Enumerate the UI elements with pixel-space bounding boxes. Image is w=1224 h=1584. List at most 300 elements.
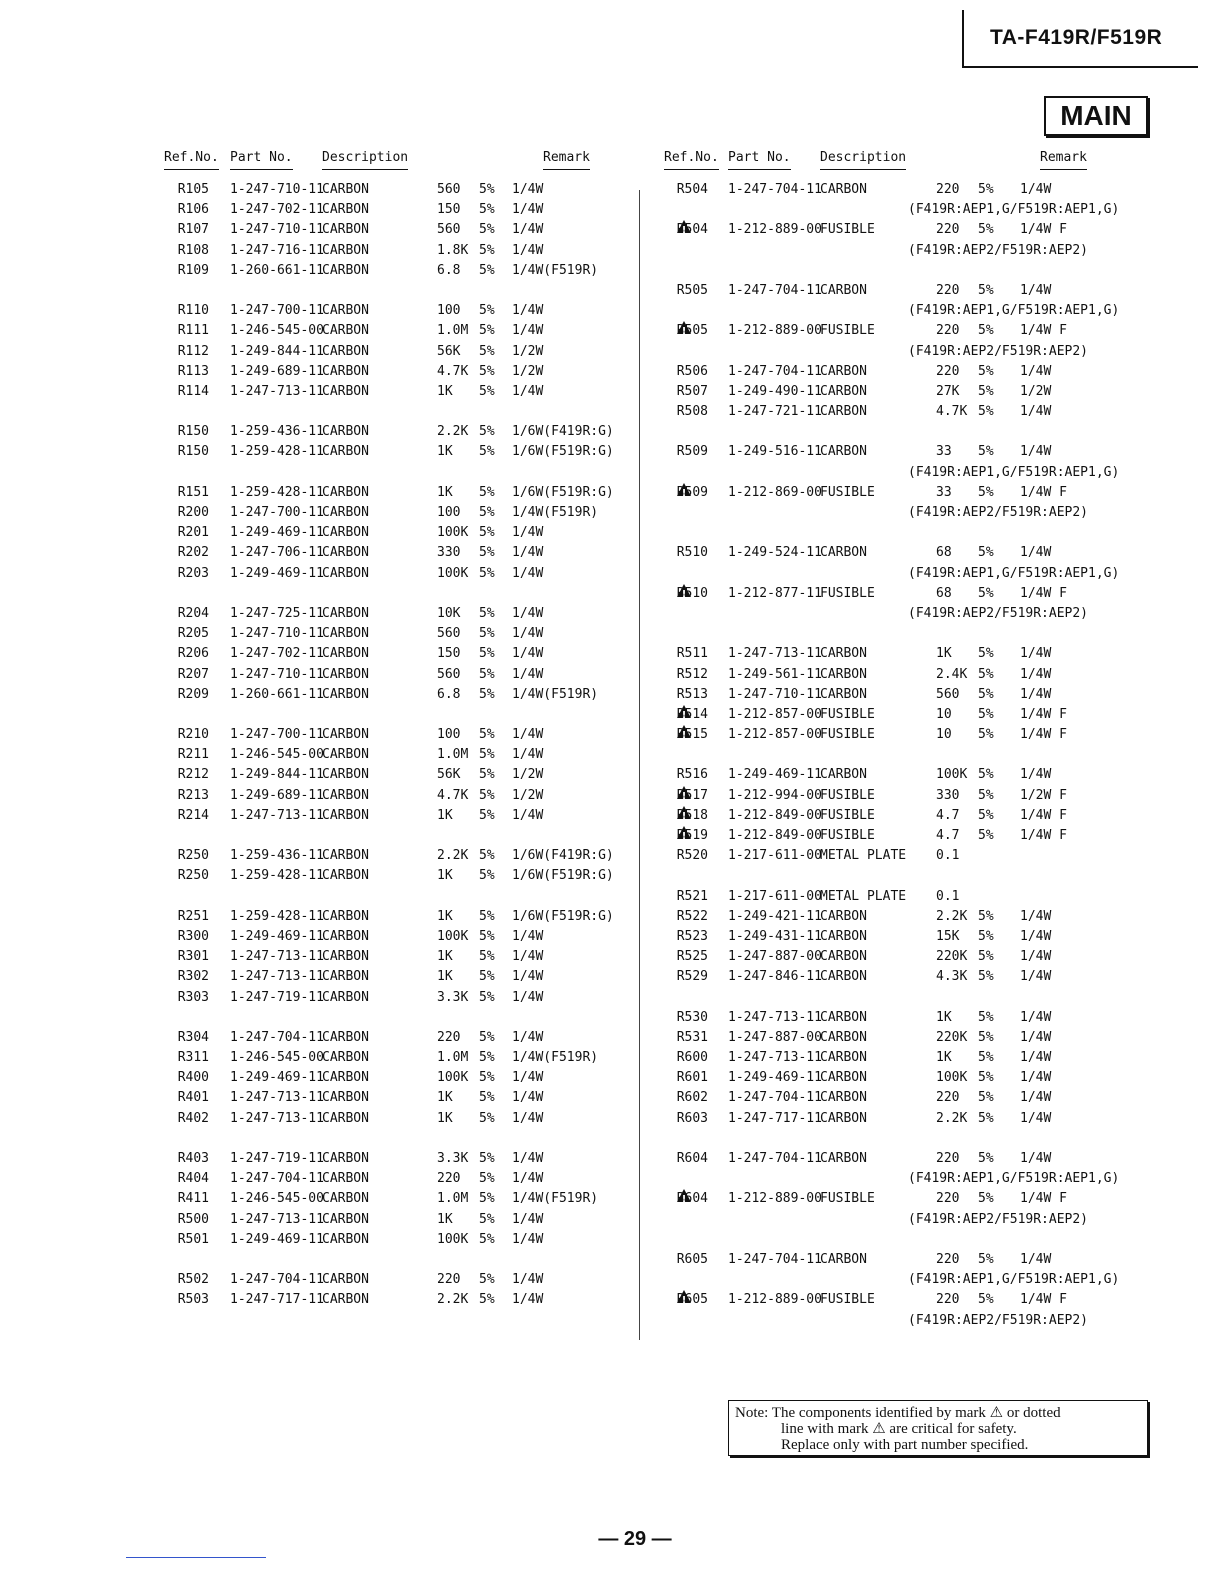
ref-no-text: R109 bbox=[177, 262, 209, 278]
ref-no bbox=[178, 725, 209, 745]
ref-no-text: R525 bbox=[676, 949, 708, 965]
ref-no-text: R504 bbox=[676, 182, 708, 197]
description: CARBON bbox=[322, 303, 369, 319]
ref-no bbox=[178, 1088, 209, 1108]
description: CARBON bbox=[820, 1110, 867, 1126]
ref-no bbox=[178, 947, 209, 967]
row-gap bbox=[658, 523, 1108, 543]
tolerance: 5% bbox=[479, 525, 495, 541]
tolerance: 5% bbox=[978, 1009, 994, 1025]
part-no: 1-247-704-11 bbox=[230, 1029, 324, 1045]
tolerance: 5% bbox=[479, 444, 495, 460]
remark: 1/4W bbox=[512, 1292, 544, 1308]
value: 10K bbox=[437, 605, 461, 621]
description: CARBON bbox=[820, 363, 867, 379]
tolerance: 5% bbox=[479, 686, 495, 702]
ref-no-text: R501 bbox=[177, 1231, 209, 1247]
ref-no bbox=[677, 382, 708, 402]
ref-no bbox=[677, 442, 708, 462]
remark-variant: (F419R:AEP1,G/F519R:AEP1,G) bbox=[908, 303, 1120, 319]
table-row bbox=[658, 1169, 1120, 1189]
ref-no bbox=[178, 988, 209, 1008]
table-row bbox=[658, 1109, 1108, 1129]
remark: 1/4W bbox=[512, 949, 544, 965]
value: 4.7K bbox=[437, 363, 469, 379]
remark: 1/4W bbox=[512, 182, 544, 197]
value: 1.8K bbox=[437, 242, 469, 258]
ref-no-text: R523 bbox=[676, 928, 708, 944]
part-no: 1-247-713-11 bbox=[728, 1050, 822, 1066]
description: CARBON bbox=[820, 1070, 867, 1086]
ref-no-text: R531 bbox=[676, 1029, 708, 1045]
description: CARBON bbox=[322, 1231, 369, 1247]
remark-variant: (F419R:AEP1,G/F519R:AEP1,G) bbox=[908, 464, 1120, 480]
ref-no bbox=[178, 543, 209, 563]
value: 220 bbox=[936, 1090, 960, 1106]
tolerance: 5% bbox=[978, 646, 994, 662]
remark: 1/4W bbox=[1020, 969, 1052, 985]
description: CARBON bbox=[322, 242, 369, 258]
tolerance: 5% bbox=[978, 282, 994, 298]
ref-no-text: R510 bbox=[676, 545, 708, 561]
tolerance: 5% bbox=[479, 1191, 495, 1207]
safety-warning-icon bbox=[677, 321, 691, 334]
table-row bbox=[160, 907, 620, 927]
ref-no-text: R507 bbox=[676, 383, 708, 399]
table-row bbox=[658, 604, 1108, 624]
description: CARBON bbox=[322, 1090, 369, 1106]
remark: 1/4W bbox=[512, 727, 544, 743]
ref-no bbox=[178, 967, 209, 987]
value: 2.2K bbox=[936, 1110, 968, 1126]
table-row bbox=[160, 523, 620, 543]
part-no: 1-260-661-11 bbox=[230, 686, 324, 702]
description: CARBON bbox=[820, 1009, 867, 1025]
value: 560 bbox=[437, 626, 461, 642]
part-no: 1-247-706-11 bbox=[230, 545, 324, 561]
value: 4.7 bbox=[936, 828, 960, 843]
description: CARBON bbox=[820, 545, 867, 561]
remark: 1/4W(F519R) bbox=[512, 262, 599, 278]
remark: 1/4W bbox=[512, 565, 544, 581]
header-remark: Remark bbox=[1040, 150, 1087, 170]
tolerance: 5% bbox=[978, 363, 994, 379]
part-no: 1-212-869-00 bbox=[728, 484, 822, 500]
description: CARBON bbox=[322, 182, 369, 197]
ref-no-text: R529 bbox=[676, 969, 708, 985]
part-no: 1-212-889-00 bbox=[728, 323, 822, 339]
table-row bbox=[160, 927, 620, 947]
ref-no bbox=[677, 483, 708, 503]
ref-no-text: R602 bbox=[676, 1090, 708, 1106]
ref-no bbox=[178, 685, 209, 705]
header-part-no: Part No. bbox=[728, 150, 791, 170]
value: 0.1 bbox=[936, 848, 960, 864]
table-row bbox=[160, 362, 620, 382]
table-row bbox=[160, 342, 620, 362]
remark: 1/4W(F519R) bbox=[512, 1050, 599, 1066]
header-part-no: Part No. bbox=[230, 150, 293, 170]
part-no: 1-247-717-11 bbox=[230, 1292, 324, 1308]
ref-no bbox=[178, 1189, 209, 1209]
ref-no-text: R401 bbox=[177, 1090, 209, 1106]
ref-no bbox=[178, 1068, 209, 1088]
description: CARBON bbox=[322, 686, 369, 702]
ref-no bbox=[178, 180, 209, 200]
tolerance: 5% bbox=[479, 505, 495, 520]
ref-no-text: R601 bbox=[676, 1070, 708, 1086]
description: CARBON bbox=[820, 928, 867, 944]
description: CARBON bbox=[322, 1110, 369, 1126]
remark: 1/2W bbox=[512, 787, 544, 803]
ref-no bbox=[677, 786, 708, 806]
table-row bbox=[160, 241, 620, 261]
row-gap bbox=[160, 463, 620, 483]
part-no: 1-247-704-11 bbox=[230, 1272, 324, 1288]
safety-warning-icon bbox=[677, 725, 691, 738]
note-line-3: Replace only with part number specified. bbox=[781, 1437, 1029, 1453]
ref-no-text: R206 bbox=[177, 646, 209, 662]
tolerance: 5% bbox=[978, 928, 994, 944]
ref-no bbox=[677, 967, 708, 987]
ref-no-text: R511 bbox=[676, 646, 708, 662]
part-no: 1-249-524-11 bbox=[728, 545, 822, 561]
value: 220 bbox=[437, 1171, 461, 1187]
value: 150 bbox=[437, 646, 461, 662]
tolerance: 5% bbox=[978, 828, 994, 843]
tolerance: 5% bbox=[479, 868, 495, 884]
remark-variant: (F419R:AEP1,G/F519R:AEP1,G) bbox=[908, 202, 1120, 218]
description: CARBON bbox=[322, 1272, 369, 1288]
value: 33 bbox=[936, 484, 952, 500]
table-row bbox=[160, 665, 620, 685]
value: 10 bbox=[936, 727, 952, 743]
description: CARBON bbox=[322, 747, 369, 763]
tolerance: 5% bbox=[479, 1171, 495, 1187]
part-no: 1-247-719-11 bbox=[230, 1151, 324, 1166]
ref-no bbox=[178, 1048, 209, 1068]
table-row bbox=[160, 967, 620, 987]
remark: 1/4W bbox=[1020, 444, 1052, 460]
part-no: 1-247-716-11 bbox=[230, 242, 324, 258]
tolerance: 5% bbox=[479, 1292, 495, 1308]
remark-variant: (F419R:AEP1,G/F519R:AEP1,G) bbox=[908, 1272, 1120, 1288]
tolerance: 5% bbox=[479, 928, 495, 944]
description: CARBON bbox=[322, 323, 369, 339]
value: 100 bbox=[437, 505, 461, 520]
ref-no-text: R604 bbox=[676, 1191, 708, 1207]
ref-no bbox=[178, 220, 209, 240]
row-gap bbox=[160, 281, 620, 301]
value: 0.1 bbox=[936, 888, 960, 904]
tolerance: 5% bbox=[978, 1292, 994, 1308]
description: CARBON bbox=[820, 1090, 867, 1106]
part-no: 1-259-428-11 bbox=[230, 484, 324, 500]
ref-no bbox=[178, 442, 209, 462]
table-row bbox=[160, 1169, 620, 1189]
part-no: 1-249-469-11 bbox=[230, 565, 324, 581]
remark-variant: (F419R:AEP2/F519R:AEP2) bbox=[908, 605, 1089, 621]
table-row bbox=[658, 1189, 1108, 1209]
parts-table-left bbox=[160, 148, 620, 1311]
table-row bbox=[160, 1028, 620, 1048]
ref-no bbox=[178, 604, 209, 624]
ref-no-text: R301 bbox=[177, 949, 209, 965]
description: FUSIBLE bbox=[820, 484, 875, 500]
ref-no-text: R250 bbox=[177, 848, 209, 864]
remark: 1/4W bbox=[512, 807, 544, 823]
header-description: Description bbox=[820, 150, 906, 170]
ref-no-text: R522 bbox=[676, 908, 708, 924]
value: 220 bbox=[936, 323, 960, 339]
description: CARBON bbox=[322, 1191, 369, 1207]
table-row bbox=[160, 301, 620, 321]
ref-no bbox=[178, 422, 209, 442]
value: 1K bbox=[437, 969, 453, 985]
ref-no bbox=[677, 1189, 708, 1209]
table-row bbox=[658, 564, 1120, 584]
ref-no bbox=[677, 846, 708, 866]
value: 1K bbox=[936, 1050, 952, 1066]
part-no: 1-259-428-11 bbox=[230, 444, 324, 460]
ref-no-text: R150 bbox=[177, 424, 209, 440]
value: 2.4K bbox=[936, 666, 968, 682]
remark: 1/4W F bbox=[1020, 484, 1067, 500]
remark-variant: (F419R:AEP1,G/F519R:AEP1,G) bbox=[908, 1171, 1120, 1187]
tolerance: 5% bbox=[479, 848, 495, 864]
footer-link-rule bbox=[126, 1557, 266, 1558]
table-body-right bbox=[658, 180, 1120, 1331]
tolerance: 5% bbox=[978, 1191, 994, 1207]
description: CARBON bbox=[820, 1251, 867, 1267]
part-no: 1-212-849-00 bbox=[728, 807, 822, 823]
value: 1K bbox=[437, 908, 453, 924]
table-row bbox=[160, 1290, 620, 1310]
part-no: 1-247-713-11 bbox=[230, 1090, 324, 1106]
tolerance: 5% bbox=[978, 585, 994, 601]
table-row bbox=[160, 422, 620, 442]
ref-no-text: R502 bbox=[177, 1272, 209, 1288]
ref-no-text: R519 bbox=[676, 828, 708, 843]
tolerance: 5% bbox=[978, 969, 994, 985]
ref-no-text: R500 bbox=[177, 1211, 209, 1227]
ref-no-text: R505 bbox=[676, 282, 708, 298]
table-row bbox=[160, 1189, 620, 1209]
ref-no bbox=[178, 1270, 209, 1290]
remark: 1/4W bbox=[1020, 1151, 1052, 1166]
value: 100K bbox=[437, 1231, 469, 1247]
tolerance: 5% bbox=[479, 787, 495, 803]
part-no: 1-247-717-11 bbox=[728, 1110, 822, 1126]
ref-no-text: R112 bbox=[177, 343, 209, 359]
tolerance: 5% bbox=[479, 949, 495, 965]
tolerance: 5% bbox=[978, 1090, 994, 1106]
part-no: 1-212-889-00 bbox=[728, 1292, 822, 1308]
ref-no-text: R107 bbox=[177, 222, 209, 238]
ref-no bbox=[677, 281, 708, 301]
description: CARBON bbox=[322, 969, 369, 985]
part-no: 1-247-713-11 bbox=[728, 1009, 822, 1025]
value: 4.7K bbox=[437, 787, 469, 803]
remark: 1/4W bbox=[512, 747, 544, 763]
ref-no-text: R304 bbox=[177, 1029, 209, 1045]
tolerance: 5% bbox=[978, 404, 994, 420]
table-row bbox=[160, 220, 620, 240]
remark: 1/4W bbox=[512, 1110, 544, 1126]
tolerance: 5% bbox=[978, 908, 994, 924]
part-no: 1-247-704-11 bbox=[728, 1151, 822, 1166]
ref-no-text: R514 bbox=[676, 706, 708, 722]
remark: 1/4W bbox=[512, 1029, 544, 1045]
description: CARBON bbox=[322, 424, 369, 440]
value: 100K bbox=[437, 565, 469, 581]
ref-no bbox=[178, 765, 209, 785]
part-no: 1-259-428-11 bbox=[230, 908, 324, 924]
table-header-right bbox=[658, 148, 1108, 180]
table-row bbox=[160, 1230, 620, 1250]
remark: 1/4W bbox=[1020, 928, 1052, 944]
value: 27K bbox=[936, 383, 960, 399]
row-gap bbox=[658, 1230, 1108, 1250]
ref-no-text: R504 bbox=[676, 222, 708, 238]
remark: 1/4W bbox=[512, 1090, 544, 1106]
ref-no-text: R300 bbox=[177, 928, 209, 944]
remark: 1/4W bbox=[1020, 666, 1052, 682]
tolerance: 5% bbox=[978, 1029, 994, 1045]
description: CARBON bbox=[820, 1029, 867, 1045]
part-no: 1-249-431-11 bbox=[728, 928, 822, 944]
table-body-left bbox=[160, 180, 620, 1311]
ref-no bbox=[677, 927, 708, 947]
ref-no-text: R211 bbox=[177, 747, 209, 763]
value: 2.2K bbox=[437, 1292, 469, 1308]
ref-no-text: R114 bbox=[177, 383, 209, 399]
value: 68 bbox=[936, 545, 952, 561]
ref-no bbox=[677, 543, 708, 563]
part-no: 1-247-702-11 bbox=[230, 202, 324, 218]
table-row bbox=[160, 442, 620, 462]
description: CARBON bbox=[820, 383, 867, 399]
ref-no bbox=[677, 180, 708, 200]
remark: 1/4W bbox=[512, 1070, 544, 1086]
value: 100K bbox=[936, 1070, 968, 1086]
table-row bbox=[658, 947, 1108, 967]
table-row bbox=[658, 362, 1108, 382]
tolerance: 5% bbox=[479, 545, 495, 561]
value: 15K bbox=[936, 928, 960, 944]
part-no: 1-247-721-11 bbox=[728, 404, 822, 420]
ref-no-text: R506 bbox=[676, 363, 708, 379]
safety-warning-icon bbox=[677, 826, 691, 839]
header-description: Description bbox=[322, 150, 408, 170]
part-no: 1-247-710-11 bbox=[230, 222, 324, 238]
ref-no-text: R530 bbox=[676, 1009, 708, 1025]
tolerance: 5% bbox=[978, 1050, 994, 1066]
description: CARBON bbox=[322, 787, 369, 803]
table-row bbox=[160, 200, 620, 220]
ref-no bbox=[677, 402, 708, 422]
model-rule-horizontal bbox=[962, 66, 1198, 68]
description: CARBON bbox=[322, 222, 369, 238]
ref-no bbox=[178, 261, 209, 281]
tolerance: 5% bbox=[978, 323, 994, 339]
tolerance: 5% bbox=[479, 222, 495, 238]
tolerance: 5% bbox=[479, 363, 495, 379]
value: 2.2K bbox=[437, 424, 469, 440]
value: 1K bbox=[936, 646, 952, 662]
remark-variant: (F419R:AEP2/F519R:AEP2) bbox=[908, 505, 1089, 520]
table-row bbox=[160, 786, 620, 806]
remark: 1/4W(F519R) bbox=[512, 505, 599, 520]
ref-no-text: R605 bbox=[676, 1251, 708, 1267]
ref-no-text: R201 bbox=[177, 525, 209, 541]
value: 150 bbox=[437, 202, 461, 218]
row-gap bbox=[658, 624, 1108, 644]
ref-no bbox=[677, 1028, 708, 1048]
tolerance: 5% bbox=[978, 444, 994, 460]
ref-no bbox=[178, 321, 209, 341]
table-row bbox=[658, 1088, 1108, 1108]
part-no: 1-247-704-11 bbox=[230, 1171, 324, 1187]
part-no: 1-212-889-00 bbox=[728, 1191, 822, 1207]
value: 560 bbox=[437, 666, 461, 682]
value: 1K bbox=[437, 444, 453, 460]
description: CARBON bbox=[322, 1151, 369, 1166]
description: CARBON bbox=[322, 928, 369, 944]
table-row bbox=[658, 442, 1108, 462]
part-no: 1-249-490-11 bbox=[728, 383, 822, 399]
ref-no bbox=[677, 1008, 708, 1028]
value: 220 bbox=[936, 282, 960, 298]
description: METAL PLATE bbox=[820, 848, 907, 864]
remark: 1/4W bbox=[512, 646, 544, 662]
ref-no bbox=[677, 826, 708, 846]
table-row bbox=[658, 180, 1108, 200]
parts-table-right bbox=[658, 148, 1120, 1331]
table-row bbox=[160, 483, 620, 503]
remark: 1/2W bbox=[1020, 383, 1052, 399]
remark: 1/4W bbox=[1020, 1009, 1052, 1025]
table-header-left bbox=[160, 148, 620, 180]
table-row bbox=[658, 705, 1108, 725]
column-divider bbox=[639, 190, 640, 1340]
safety-warning-icon bbox=[677, 705, 691, 718]
tolerance: 5% bbox=[978, 383, 994, 399]
table-row bbox=[658, 927, 1108, 947]
tolerance: 5% bbox=[978, 484, 994, 500]
remark: 1/6W(F519R:G) bbox=[512, 908, 614, 924]
value: 68 bbox=[936, 585, 952, 601]
part-no: 1-212-877-11 bbox=[728, 585, 822, 601]
part-no: 1-247-846-11 bbox=[728, 969, 822, 985]
part-no: 1-247-710-11 bbox=[230, 182, 324, 197]
remark: 1/4W bbox=[1020, 363, 1052, 379]
ref-no-text: R516 bbox=[676, 767, 708, 783]
description: FUSIBLE bbox=[820, 807, 875, 823]
remark: 1/4W bbox=[1020, 404, 1052, 420]
remark: 1/4W bbox=[1020, 646, 1052, 662]
row-gap bbox=[160, 826, 620, 846]
ref-no-text: R521 bbox=[676, 888, 708, 904]
part-no: 1-247-713-11 bbox=[230, 383, 324, 399]
tolerance: 5% bbox=[479, 242, 495, 258]
part-no: 1-249-469-11 bbox=[230, 928, 324, 944]
remark: 1/4W bbox=[512, 1211, 544, 1227]
ref-no bbox=[677, 1048, 708, 1068]
remark: 1/4W F bbox=[1020, 1292, 1067, 1308]
table-row bbox=[160, 1048, 620, 1068]
remark: 1/6W(F419R:G) bbox=[512, 424, 614, 440]
